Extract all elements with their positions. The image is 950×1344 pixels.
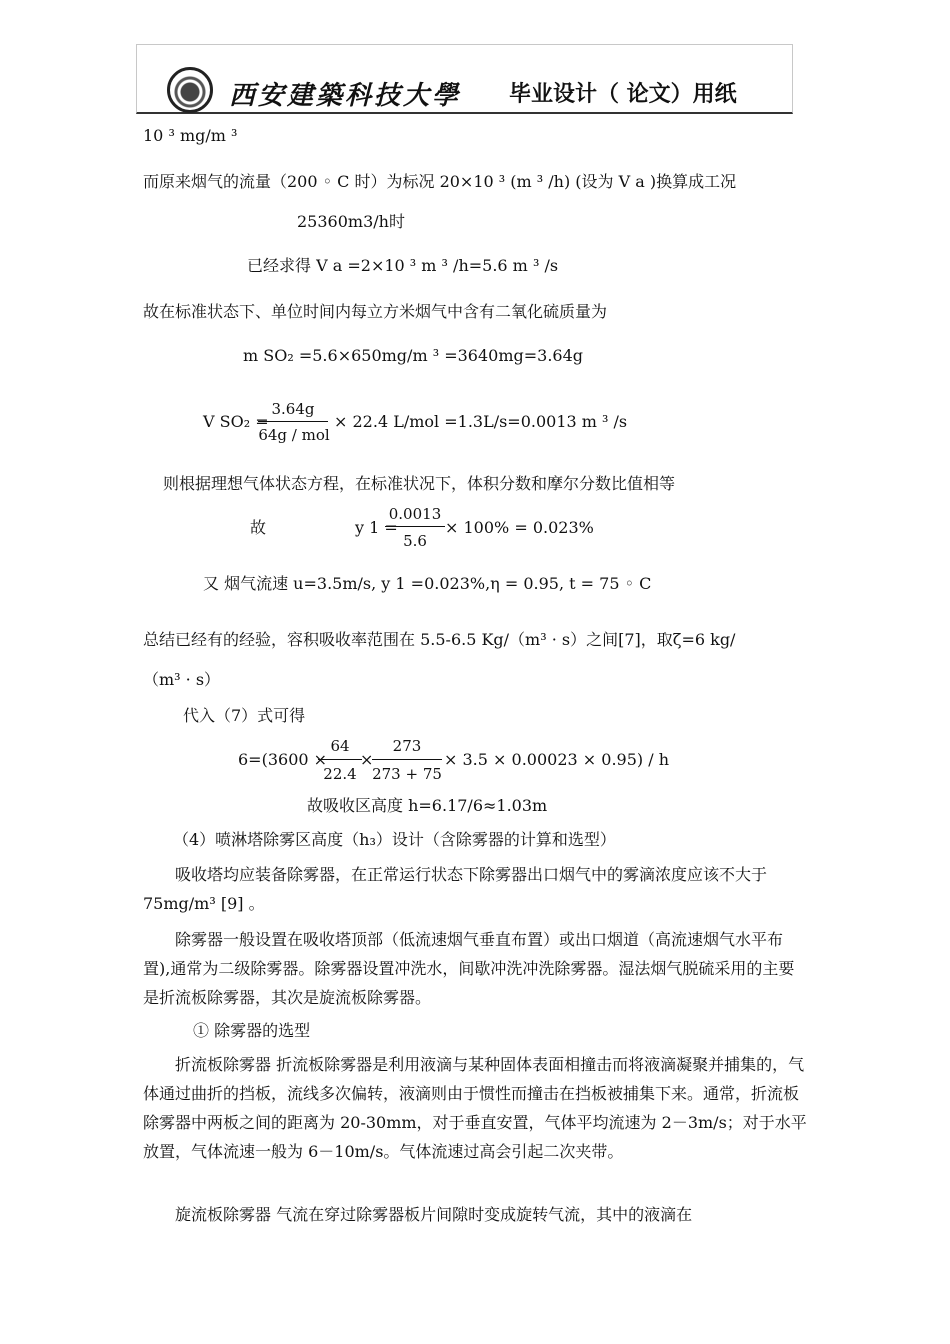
fraction-numerator: 0.0013 [388,505,442,523]
formula-lhs: y 1 = [355,518,398,537]
formula-lhs: 6=(3600 × [238,750,328,769]
formula-rhs: × 3.5 × 0.00023 × 0.95) / h [444,750,669,769]
formula-rhs: × 22.4 L/mol =1.3L/s=0.0013 m ³ /s [334,412,628,431]
formula-lhs: V SO₂ = [203,412,269,431]
subsection-heading: ① 除雾器的选型 [193,1021,311,1040]
text-line: （m³ · s） [143,670,221,689]
text-line: 故吸收区高度 h=6.17/6≈1.03m [307,796,548,815]
fraction-bar [258,421,328,422]
text-line: 已经求得 V a =2×10 ³ m ³ /h=5.6 m ³ /s [247,256,559,275]
text-line: 总结已经有的经验，容积吸收率范围在 5.5-6.5 Kg/（m³ · s）之间[7]，取ζ=6 kg/ [143,630,736,649]
section-heading: （4）喷淋塔除雾区高度（h₃）设计（含除雾器的计算和选型） [173,830,616,849]
fraction-denominator: 22.4 [323,765,357,783]
formula-rhs: × 100% = 0.023% [445,518,594,537]
formula-operator: × [360,750,374,769]
fraction-denominator: 64g / mol [258,426,330,444]
paragraph: 旋流板除雾器 气流在穿过除雾器板片间隙时变成旋转气流，其中的液滴在 [175,1205,693,1224]
text-line: 25360m3/h时 [297,212,405,231]
fraction-numerator: 64 [330,737,350,755]
university-seal-icon [167,67,213,113]
fraction-bar [372,759,442,760]
text-line: 则根据理想气体状态方程，在标准状况下，体积分数和摩尔分数比值相等 [163,474,676,493]
text-line: 故 [250,518,267,537]
text-line: 又 烟气流速 u=3.5m/s, y 1 =0.023%,η = 0.95, t = 75 ◦ C [203,574,652,593]
text-line: 故在标准状态下、单位时间内每立方米烟气中含有二氧化硫质量为 [143,302,608,321]
formula-line: m SO₂ =5.6×650mg/m ³ =3640mg=3.64g [243,346,584,365]
page-header [136,44,793,114]
text-line: 而原来烟气的流量（200 ◦ C 时）为标况 20×10 ³ (m ³ /h) (设为 V a )换算成工况 [143,172,737,191]
fraction-numerator: 273 [392,737,422,755]
fraction-bar [318,759,362,760]
fraction-numerator: 3.64g [271,400,315,418]
text-line: 代入（7）式可得 [183,706,306,725]
university-name: 西安建築科技大學 [229,81,462,111]
fraction-denominator: 273 + 75 [372,765,442,783]
paragraph: 吸收塔均应装备除雾器，在正常运行状态下除雾器出口烟气中的雾滴浓度应该不大于 75mg/m³ [9] 。 [143,865,768,913]
paragraph: 除雾器一般设置在吸收塔顶部（低流速烟气垂直布置）或出口烟道（高流速烟气水平布置),通常为二级除雾器。除雾器设置冲洗水，间歇冲洗冲洗除雾器。湿法烟气脱硫采用的主要是折流板除雾器，其次是旋流板除雾器。 [143,930,795,1007]
text-line: 10 ³ mg/m ³ [143,126,238,145]
paragraph: 折流板除雾器 折流板除雾器是利用液滴与某种固体表面相撞击而将液滴凝聚并捕集的，气体通过曲折的挡板，流线多次偏转，液滴则由于惯性而撞击在挡板被捕集下来。通常，折流板除雾器中两板之间的距离为 20-30mm，对于垂直安置，气体平均流速为 2－3m/s；对于水平放置，气体流速一般为 6－10m/s。气体流速过高会引起二次夹带。 [143,1055,807,1161]
header-subtitle: 毕业设计（ 论文）用纸 [509,82,737,107]
fraction-denominator: 5.6 [403,532,427,550]
fraction-bar [385,526,445,527]
